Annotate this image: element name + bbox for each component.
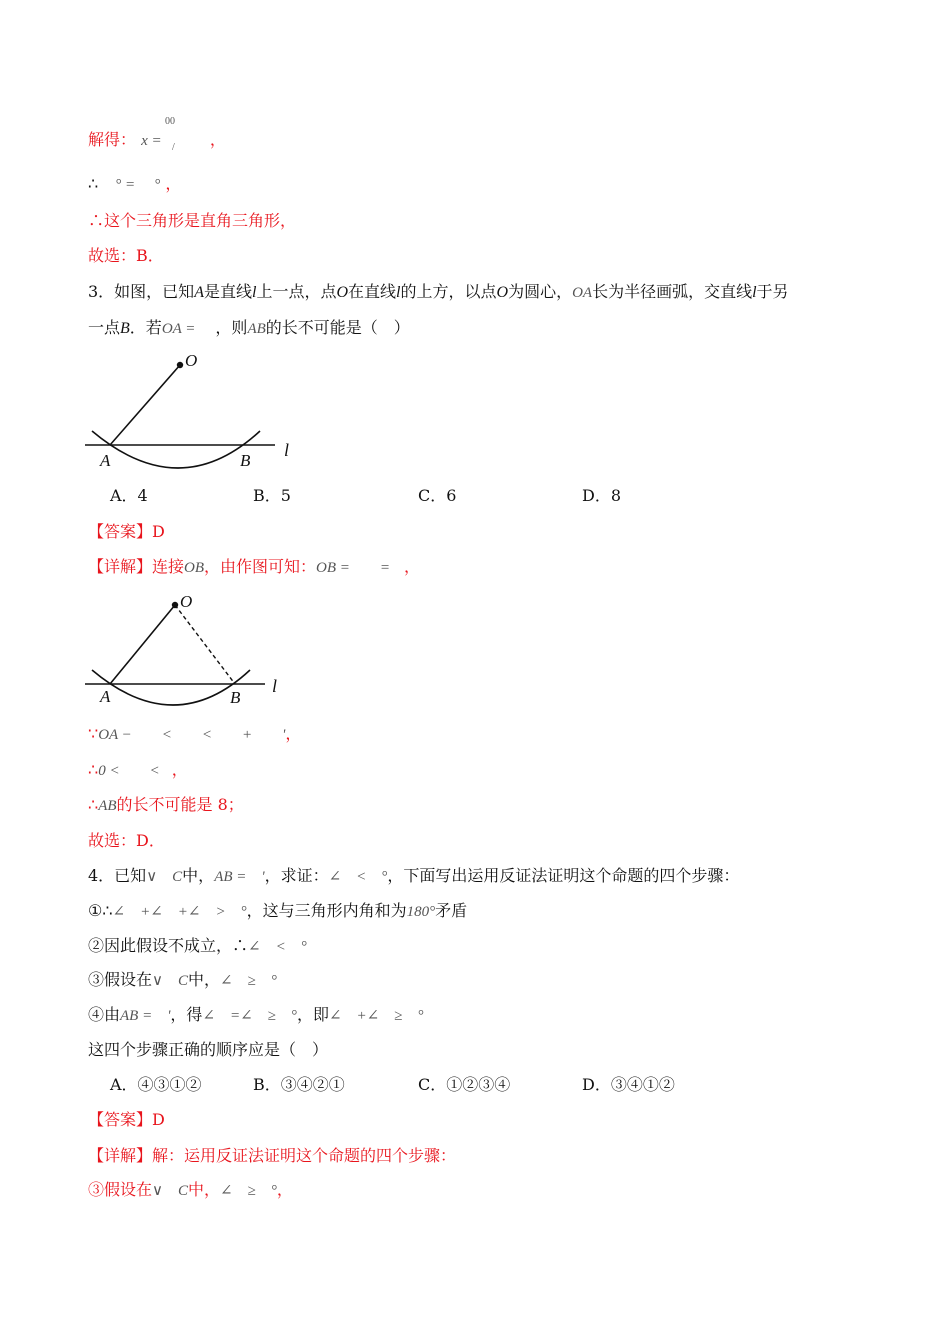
text-fragment: 【答案】 [88, 522, 153, 541]
text-fragment: 【详解】 [88, 557, 153, 576]
q4-step3 [88, 970, 277, 991]
punct: ， [165, 174, 182, 193]
label-A: A [100, 687, 111, 706]
angle-value: ° [154, 177, 161, 193]
text-fragment: AB = ' [214, 869, 265, 885]
therefore-symbol: ∴ [88, 174, 99, 193]
text-fragment: D [152, 522, 165, 541]
text-fragment: ， [276, 1180, 293, 1199]
q3-figure [80, 345, 310, 475]
text-fragment: ∠ =∠ ≥ ° [202, 1008, 297, 1024]
text-fragment: O [496, 284, 509, 301]
solve-line [88, 130, 226, 151]
text-fragment: 0 < < [98, 763, 160, 779]
q3-detail-figure [80, 590, 300, 712]
q3-option-b[interactable]: B．5 [253, 486, 291, 505]
text-fragment: 180° [406, 904, 436, 920]
text-fragment: ，下面写出运用反证法证明这个命题的四个步骤： [387, 866, 740, 885]
q4-step4 [88, 1005, 423, 1026]
label-l: l [272, 676, 278, 696]
q3-option-d[interactable]: D．8 [582, 486, 622, 505]
q4-option-d[interactable]: D．③④①② [582, 1075, 675, 1094]
q3-choice: 故选：D． [88, 831, 165, 850]
q3-stem-line2 [88, 318, 410, 339]
q3-detail-line1 [88, 557, 420, 578]
text-fragment: ∠ < ° [248, 939, 307, 955]
text-fragment: 长为半径画弧，交直线 [592, 282, 753, 301]
point-O [172, 602, 178, 608]
text-fragment: ∠ ≥ ° [220, 973, 277, 989]
label-O: O [180, 592, 193, 611]
text-fragment: ∴ [88, 795, 99, 814]
text-fragment: OB = = [316, 560, 391, 576]
label-B: B [230, 688, 241, 707]
text-fragment: 4．已知 [88, 866, 147, 885]
q3-step-therefore1 [88, 760, 188, 781]
text-fragment: 中， [188, 970, 221, 989]
q4-step1 [88, 901, 467, 922]
text-fragment: ∠ ≥ ° [220, 1183, 277, 1199]
text-fragment: ， [285, 724, 302, 743]
text-fragment: l [396, 284, 401, 301]
text-fragment: D [152, 1110, 165, 1129]
text-fragment: OA − < < + ' [98, 727, 286, 743]
solve-label: 解得： [88, 130, 137, 149]
text-fragment: OB [184, 560, 205, 576]
q4-answer [88, 1110, 165, 1130]
q4-stem [88, 866, 739, 887]
text-fragment: ， [171, 760, 188, 779]
text-fragment: OA [572, 285, 593, 301]
choice-line: 故选：B． [88, 246, 164, 265]
q3-stem-line1 [88, 282, 789, 303]
segment-OA [110, 365, 180, 445]
text-fragment: ，得 [170, 1005, 203, 1024]
text-fragment: ，由作图可知： [204, 557, 317, 576]
text-fragment: 于另 [756, 282, 789, 301]
text-fragment: B [120, 320, 130, 337]
text-fragment: 在直线 [348, 282, 397, 301]
arc [92, 670, 250, 705]
fraction-denominator: / [172, 142, 175, 153]
q3-option-a[interactable]: A．4 [110, 486, 148, 505]
text-fragment: 连接 [152, 557, 185, 576]
text-fragment: 的上方，以点 [400, 282, 497, 301]
text-fragment: 为圆心， [508, 282, 573, 301]
text-fragment: 中， [188, 1180, 221, 1199]
text-fragment: 的长不可能是 8； [116, 795, 244, 814]
q3-step-because [88, 724, 301, 745]
text-fragment: ∨ C [152, 1183, 188, 1199]
text-fragment: 是直线 [203, 282, 252, 301]
text-fragment: 中， [182, 866, 215, 885]
q4-detail-step3 [88, 1180, 293, 1201]
text-fragment: 【答案】 [88, 1110, 153, 1129]
text-fragment: ②因此假设不成立，∴ [88, 936, 249, 955]
text-fragment: ，这与三角形内角和为 [246, 901, 407, 920]
text-fragment: A [194, 284, 204, 301]
text-fragment: O [336, 284, 349, 301]
conclusion-line: ∴这个三角形是直角三角形， [88, 211, 297, 230]
text-fragment: ， [404, 557, 421, 576]
text-fragment: AB = ' [120, 1008, 171, 1024]
text-fragment: 一点 [88, 318, 121, 337]
text-fragment: ，即 [296, 1005, 329, 1024]
q4-detail [88, 1146, 456, 1166]
label-A: A [100, 451, 111, 470]
text-fragment: ③假设在 [88, 1180, 153, 1199]
text-fragment: 3．如图，已知 [88, 282, 195, 301]
text-fragment: 的长不可能是（ ） [265, 318, 410, 337]
q4-option-c[interactable]: C．①②③④ [418, 1075, 511, 1094]
solve-equation: x = [141, 133, 162, 149]
text-fragment: 解：运用反证法证明这个命题的四个步骤： [152, 1146, 457, 1165]
text-fragment: OA = [161, 321, 196, 337]
label-B: B [240, 451, 251, 470]
q3-option-c[interactable]: C．6 [418, 486, 457, 505]
text-fragment: ∵ [88, 724, 99, 743]
text-fragment: ④由 [88, 1005, 121, 1024]
text-fragment: ∴ [88, 760, 99, 779]
label-l: l [284, 440, 290, 460]
text-fragment: ∨ C [146, 869, 183, 885]
q4-option-a[interactable]: A．④③①② [110, 1075, 202, 1094]
text-fragment: ∠ +∠ +∠ > ° [112, 904, 247, 920]
text-fragment: ∨ C [152, 973, 188, 989]
text-fragment: ，求证： [264, 866, 329, 885]
q4-order-question: 这四个步骤正确的顺序应是（ ） [88, 1040, 329, 1059]
punct: ， [209, 130, 226, 149]
text-fragment: AB [98, 798, 117, 814]
angle-equation: ° = [115, 177, 136, 193]
q4-step2 [88, 936, 307, 957]
text-fragment: 上一点，点 [256, 282, 337, 301]
fraction-numerator: 00 [165, 116, 175, 127]
therefore-line [88, 174, 181, 195]
text-fragment: ③假设在 [88, 970, 153, 989]
text-fragment: 矛盾 [435, 901, 468, 920]
text-fragment: ∠ +∠ ≥ ° [328, 1008, 424, 1024]
q3-step-therefore2 [88, 795, 244, 816]
segment-OB [175, 605, 235, 684]
text-fragment: AB [247, 321, 266, 337]
text-fragment: ∠ < ° [328, 869, 388, 885]
text-fragment: 【详解】 [88, 1146, 153, 1165]
point-O [177, 362, 183, 368]
q3-answer [88, 522, 165, 542]
label-O: O [185, 351, 198, 370]
text-fragment: l [752, 284, 757, 301]
text-fragment: l [251, 284, 257, 301]
text-fragment: ①∴ [88, 901, 113, 920]
text-fragment: ．若 [129, 318, 162, 337]
text-fragment: ，则 [215, 318, 248, 337]
segment-OA [110, 605, 175, 684]
q4-option-b[interactable]: B．③④②① [253, 1075, 345, 1094]
